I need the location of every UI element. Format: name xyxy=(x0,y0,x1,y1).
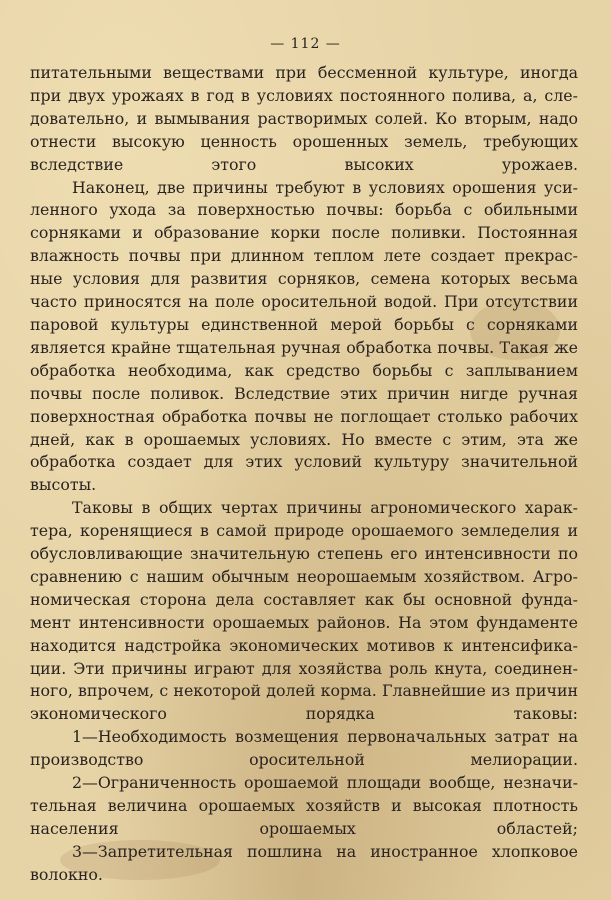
text-line: высоты. xyxy=(30,475,97,495)
text-line: влажность почвы при длинном теплом лете создает прекрас- xyxy=(30,246,578,266)
text-line: ленного ухода за поверхностью почвы: борьба с обильными xyxy=(30,200,578,220)
text-line: Таковы в общих чертах причины агрономического харак- xyxy=(72,498,578,518)
text-line: 1—Необходимость возмещения первоначальных затрат на xyxy=(72,727,578,747)
text-line: находится надстройка экономических мотивов к интенсифика- xyxy=(30,635,578,655)
text-line: довательно, и вымывания растворимых солей. Ко вторым, надо xyxy=(30,108,578,128)
text-line: обработка создает для этих условий культуру значительной xyxy=(30,452,578,472)
text-line: отнести высокую ценность орошенных земель, требующих xyxy=(30,131,578,151)
text-line: при двух урожаях в год в условиях постоянного полива, а, сле- xyxy=(30,85,578,105)
text-line: дней, как в орошаемых условиях. Но вместе с этим, эта же xyxy=(30,429,578,449)
text-line: паровой культуры единственной мерой борьбы с сорняками xyxy=(30,314,578,334)
list-item-2 xyxy=(30,772,578,841)
text-line: вследствие этого высоких урожаев. xyxy=(30,154,578,174)
paragraph-1 xyxy=(30,62,578,177)
text-line: Наконец, две причины требуют в условиях орошения уси- xyxy=(72,177,578,197)
text-line: производство оросительной мелиорации. xyxy=(30,750,578,770)
text-line: 3—Запретительная пошлина на иностранное хлопковое xyxy=(72,841,578,861)
list-item-1 xyxy=(30,726,578,772)
text-line: ные условия для развития сорняков, семена которых весьма xyxy=(30,269,578,289)
text-line: обработка необходима, как средство борьбы с заплыванием xyxy=(30,360,578,380)
page-number: — 112 — xyxy=(270,36,341,52)
text-line: сорняками и образование корки после поливки. Постоянная xyxy=(30,223,578,243)
paragraph-2 xyxy=(30,177,578,498)
text-line: экономического порядка таковы: xyxy=(30,704,578,724)
text-line: волокно. xyxy=(30,864,103,884)
body-text xyxy=(30,62,578,887)
text-line: мент интенсивности орошаемых районов. На этом фундаменте xyxy=(30,612,578,632)
list-item-3 xyxy=(30,841,578,887)
text-line: ции. Эти причины играют для хозяйства роль кнута, соединен- xyxy=(30,658,578,678)
text-line: питательными веществами при бессменной культуре, иногда xyxy=(30,63,578,82)
text-line: почвы после поливок. Вследствие этих причин нигде ручная xyxy=(30,383,578,403)
text-line: является крайне тщательная ручная обработка почвы. Такая же xyxy=(30,337,578,357)
text-line: часто приносятся на поле оросительной водой. При отсутствии xyxy=(30,292,578,312)
text-line: ного, впрочем, с некоторой долей корма. Главнейшие из причин xyxy=(30,681,578,701)
text-line: населения орошаемых областей; xyxy=(30,818,578,838)
text-line: тельная величина орошаемых хозяйств и высокая плотность xyxy=(30,796,578,815)
text-line: 2—Ограниченность орошаемой площади вообще, незначи- xyxy=(72,773,578,793)
text-line: сравнению с нашим обычным неорошаемым хозяйством. Агро- xyxy=(30,566,578,586)
paragraph-3 xyxy=(30,497,578,726)
text-line: поверхностная обработка почвы не поглощает столько рабочих xyxy=(30,406,578,426)
text-line: номическая сторона дела составляет как бы основной фунда- xyxy=(30,589,578,609)
text-line: тера, коренящиеся в самой природе орошаемого земледелия и xyxy=(30,521,578,541)
text-line: обусловливающие значительную степень его интенсивности по xyxy=(30,544,578,564)
